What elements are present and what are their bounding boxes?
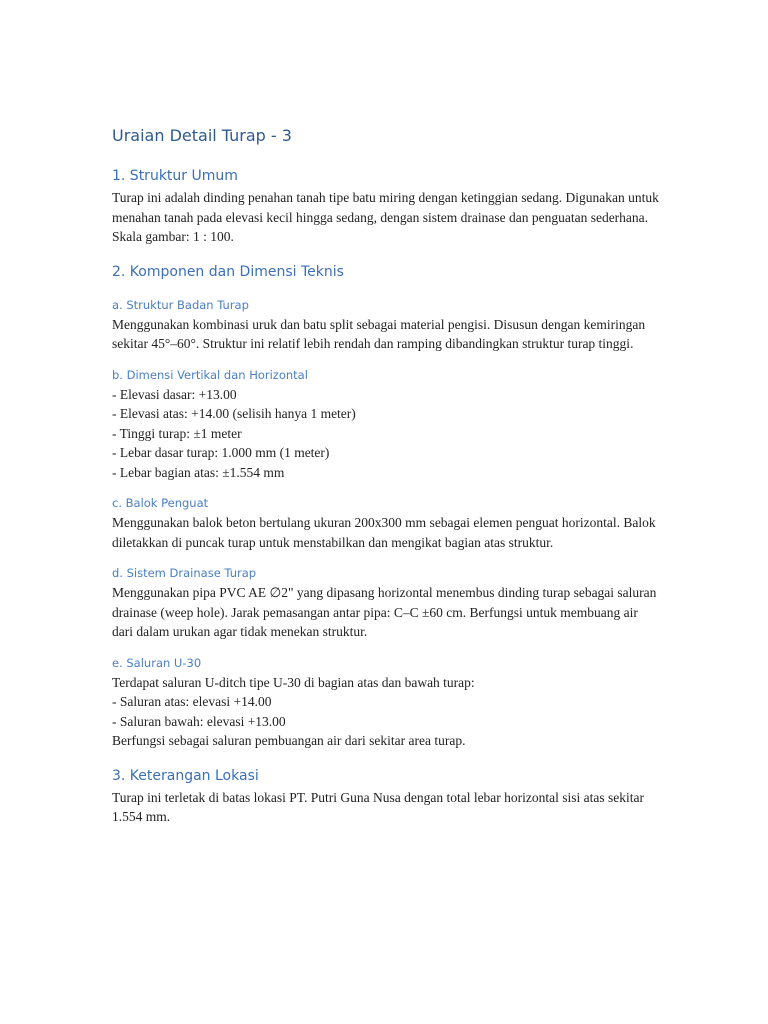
paragraph-struktur-badan: Menggunakan kombinasi uruk dan batu split sebagai material pengisi. Disusun dengan kemiringan sekitar 45°–60°. Struktur ini relatif lebih rendah dan ramping dibandingkan struktur turap tinggi.	[112, 316, 646, 351]
subheading-dimensi: b. Dimensi Vertikal dan Horizontal	[112, 367, 308, 382]
section-heading-keterangan-lokasi: 3. Keterangan Lokasi	[112, 767, 259, 784]
section-heading-struktur-umum: 1. Struktur Umum	[112, 168, 238, 184]
subheading-balok-penguat: c. Balok Penguat	[112, 496, 209, 510]
section-heading-komponen: 2. Komponen dan Dimensi Teknis	[112, 263, 344, 280]
subheading-saluran-u30: e. Saluran U-30	[112, 655, 202, 670]
paragraph-keterangan-lokasi: Turap ini terletak di batas lokasi PT. Putri Guna Nusa dengan total lebar horizontal sisi atas sekitar 1.554 mm.	[112, 789, 645, 824]
list-item: - Saluran bawah: elevasi +13.00	[112, 713, 286, 729]
list-item: - Elevasi atas: +14.00 (selisih hanya 1 meter)	[112, 406, 356, 421]
paragraph-sistem-drainase: Menggunakan pipa PVC AE ∅2" yang dipasang horizontal menembus dinding turap sebagai saluran drainase (weep hole). Jarak pemasangan antar pipa: C–C ±60 cm. Berfungsi untuk membuang air dari dalam urukan agar tidak menekan struktur.	[112, 585, 657, 639]
document-page	[112, 122, 660, 827]
list-item: - Elevasi dasar: +13.00	[112, 386, 237, 402]
list-item: - Saluran atas: elevasi +14.00	[112, 694, 272, 709]
document-title: Uraian Detail Turap - 3	[112, 126, 292, 145]
subheading-struktur-badan: a. Struktur Badan Turap	[112, 297, 249, 312]
paragraph-balok-penguat: Menggunakan balok beton bertulang ukuran 200x300 mm sebagai elemen penguat horizontal. Balok diletakkan di puncak turap untuk menstabilkan dan mengikat bagian atas struktur.	[112, 515, 656, 550]
list-item: - Lebar dasar turap: 1.000 mm (1 meter)	[112, 445, 330, 460]
list-item: - Tinggi turap: ±1 meter	[112, 425, 242, 441]
list-item: Terdapat saluran U-ditch tipe U-30 di bagian atas dan bawah turap:	[112, 674, 475, 690]
subheading-sistem-drainase: d. Sistem Drainase Turap	[112, 566, 257, 580]
list-item: Berfungsi sebagai saluran pembuangan air dari sekitar area turap.	[112, 733, 466, 748]
paragraph-struktur-umum: Turap ini adalah dinding penahan tanah tipe batu miring dengan ketinggian sedang. Digunakan untuk menahan tanah pada elevasi kecil hingga sedang, dengan sistem drainase dan penguatan sederhana. Skala gambar: 1 : 100.	[112, 190, 659, 244]
list-item: - Lebar bagian atas: ±1.554 mm	[112, 464, 285, 480]
